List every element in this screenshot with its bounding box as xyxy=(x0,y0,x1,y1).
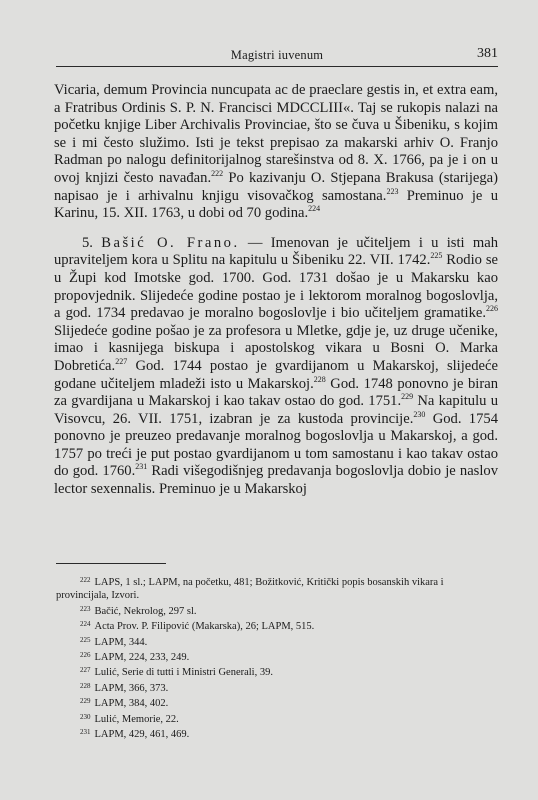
footnote xyxy=(56,618,496,633)
header-rule xyxy=(56,66,498,67)
footnote-ref: 230 xyxy=(413,409,426,419)
footnote-ref: 226 xyxy=(486,304,498,314)
footnote-text: Acta Prov. P. Filipović (Makarska), 26; LAPM, 515. xyxy=(94,621,315,633)
footnote-number: 224 xyxy=(80,620,91,629)
footnote-rule xyxy=(56,563,166,564)
footnote-number: 227 xyxy=(80,666,91,675)
footnote xyxy=(56,726,496,741)
footnote-number: 228 xyxy=(80,681,91,690)
footnote xyxy=(56,649,496,664)
footnote xyxy=(56,603,496,618)
footnote xyxy=(56,680,496,695)
footnote xyxy=(56,574,496,603)
paragraph-continuation xyxy=(54,82,498,223)
entry-number: 5. xyxy=(82,234,93,251)
footnote-text: LAPM, 344. xyxy=(94,636,148,648)
footnote-text: LAPM, 429, 461, 469. xyxy=(94,729,190,741)
entry-paragraph xyxy=(54,235,498,499)
paragraph-text: Preminuo je u Karinu, 15. XII. 1763, u dobi od 70 godina. xyxy=(54,187,498,222)
footnote-text: LAPS, 1 sl.; LAPM, na početku, 481; Božitković, Kritički popis bosanskih vikara i provincijala, Izvori. xyxy=(56,577,444,602)
main-text xyxy=(54,82,498,499)
footnote-ref: 231 xyxy=(135,462,148,472)
paragraph-text: Rodio se u Župi kod Imotske god. 1700. God. 1731 došao je u Makarsku kao propovjednik. Slijedeće godine postao je i lektorom moralnog bogoslovlja, a god. 1734 predavao je moralno bogoslovlje i bio učiteljem gramatike. xyxy=(54,252,498,322)
footnote xyxy=(56,664,496,679)
page-number: 381 xyxy=(477,46,498,61)
footnote-number: 223 xyxy=(80,604,91,613)
entry-name: Bašić O. Frano. xyxy=(101,234,240,251)
paragraph-text: Slijedeće godine pošao je za profesora u Mletke, gdje je, uz druge učenike, imao i kasnijega biskupa i apostolskog vikara u Bosni O. Marka Dobretića. xyxy=(54,322,498,374)
paragraph-text: Radi višegodišnjeg predavanja bogoslovlja dobio je naslov lector sexennalis. Preminuo je u Makarskoj xyxy=(54,463,499,498)
footnote-ref: 228 xyxy=(313,374,326,384)
footnote-ref: 223 xyxy=(386,186,399,196)
running-header xyxy=(56,44,498,66)
footnote-text: LAPM, 384, 402. xyxy=(94,698,169,710)
footnote-number: 225 xyxy=(80,635,91,644)
footnote-number: 229 xyxy=(80,697,91,706)
footnote-ref: 224 xyxy=(308,204,321,214)
footnote-text: LAPM, 366, 373. xyxy=(94,682,169,694)
footnote-number: 226 xyxy=(80,651,91,660)
paragraph-text: God. 1748 ponovno je biran za gvardijana u Makarskoj i kao takav ostao do god. 1751. xyxy=(54,375,498,410)
footnote-number: 222 xyxy=(80,576,91,584)
footnote-text: Lulić, Memorie, 22. xyxy=(94,713,179,725)
paragraph-text: God. 1744 postao je gvardijanom u Makarskoj, slijedeće godane učiteljem mladeži isto u Makarskoj. xyxy=(54,357,498,392)
footnote-ref: 222 xyxy=(211,168,224,178)
paragraph-text: Na kapitulu u Visovcu, 26. VII. 1751, izabran je za kustoda provincije. xyxy=(54,393,498,427)
running-title: Magistri iuvenum xyxy=(230,48,324,62)
footnote-number: 231 xyxy=(80,728,91,737)
footnote-text: LAPM, 224, 233, 249. xyxy=(94,652,190,664)
paragraph-text: — Imenovan je učiteljem i u isti mah upraviteljem kora u Splitu na kapitulu u Šibeniku 22. VII. 1742. xyxy=(54,234,498,269)
footnote xyxy=(56,634,496,649)
footnote xyxy=(56,711,496,726)
footnote-text: Bačić, Nekrolog, 297 sl. xyxy=(94,605,197,617)
footnote-ref: 225 xyxy=(430,251,443,261)
footnote-ref: 227 xyxy=(115,356,128,366)
footnote xyxy=(56,695,496,710)
footnote-ref: 229 xyxy=(401,392,414,402)
paragraph-text: Po kazivanju O. Stjepana Brakusa (starijega) napisao je i arhivalnu knjigu visovačkog samostana. xyxy=(54,169,498,204)
paragraph-text: Vicaria, demum Provincia nuncupata ac de praeclare gestis in, et extra eam, a Fratribus Ordinis S. P. N. Francisci MDCCLIII«. Taj se rukopis nalazi na početku knjige Liber Archivalis Provinciae, što se čuva u Šibeniku, s kojim se i mi često služimo. Isti je tekst prepisao za makarski arhiv O. Franjo Radman po nalogu definitorijalnog starešinstva od 8. X. 1766, pa je i on u ovoj knjizi često navađan. xyxy=(54,82,498,186)
paragraph-text: God. 1754 ponovno je preuzeo predavanje moralnog bogoslovlja u Makarskoj, a god. 1757 po treći je put postao gvardijanom u tom samostanu i kao takav ostao do god. 1760. xyxy=(54,410,498,480)
footnote-number: 230 xyxy=(80,712,91,721)
footnotes xyxy=(56,574,496,741)
footnote-text: Lulić, Serie di tutti i Ministri Generali, 39. xyxy=(94,667,273,679)
